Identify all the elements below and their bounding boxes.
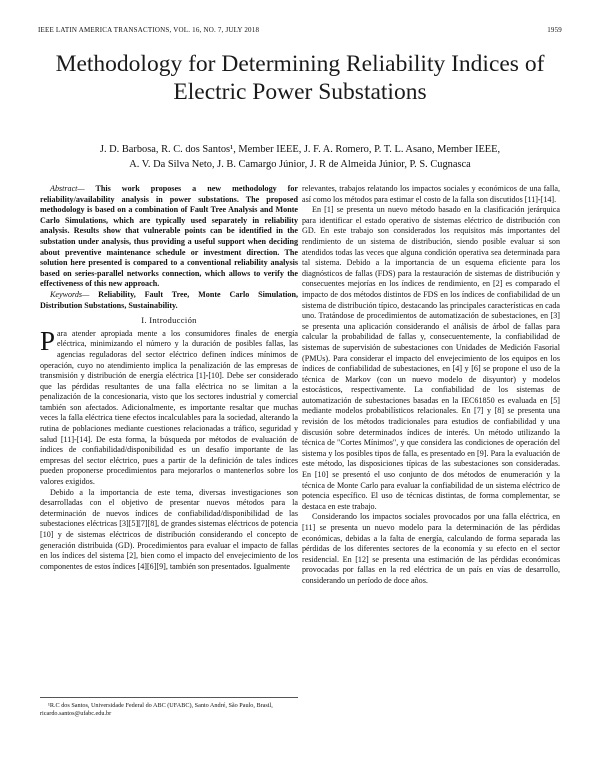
keywords-label: Keywords— — [50, 289, 90, 299]
intro-paragraph-1-text: ara atender apropiada mente a los consumidores finales de energía eléctrica, minimizando el número y la duración de posibles fallas, las agencias reguladoras del sector eléctrico definen índices mínimos de operación, cuyo no atendimiento implica la penalización de las empresas de transmisión y distribución de energía eléctrica [1]-[10]. Debe ser considerado que las pérdidas resultantes de una falla eléctrica no se limitan a la penalización de la concesionaria, visto que los sectores industrial y comercial también son afectados. Adicionalmente, es importante resaltar que muchas veces la falla eléctrica tiene efectos incalculables para la sociedad, alterando la rutina de poblaciones mediante cuestiones relacionadas a tráfico, seguridad y salud [11]-[14]. De esta forma, la búsqueda por métodos de evaluación de índices de confiabilidad/disponibilidad es un desafío importante de las empresas del sector eléctrico, pues a partir de la definición de tales índices pueden proponerse procedimientos para mejorarlos o mantenerlos sobre los valores exigidos. — [40, 328, 298, 487]
keywords-text: Reliability, Fault Tree, Monte Carlo Simulation, Distribution Substations, Sustainability. — [40, 289, 298, 310]
page-number: 1959 — [547, 26, 562, 34]
paper-title — [30, 50, 570, 106]
right-column — [302, 184, 560, 587]
abstract — [40, 184, 298, 290]
left-column — [40, 184, 298, 572]
intro-paragraph-1 — [40, 325, 298, 488]
title-line-1: Methodology for Determining Reliability Indices of — [55, 51, 545, 77]
title-line-2: Electric Power Substations — [173, 79, 427, 105]
intro-paragraph-2: Debido a la importancia de este tema, diversas investigaciones son desarrolladas con el objetivo de presentar nuevos métodos para la determinación de nuevos índices de confiabilidad/disponibilidad de las subestaciones eléctricas [3][5][7][8], de grandes sistemas eléctricos de potencia [10] y de sistemas eléctricos de distribución considerando el concepto de generación distribuida (GD). Procedimientos para evaluar el impacto de fallas en los índices del sistema [2], bien como el impacto del envejecimiento de los componentes de estos índices [4][6][9], también son presentados. Igualmente — [40, 487, 298, 571]
authors-line-1: J. D. Barbosa, R. C. dos Santos¹, Member IEEE, J. F. A. Romero, P. T. L. Asano, Member IEEE, — [99, 144, 501, 155]
right-paragraph-1: En [1] se presenta un nuevo método basado en la clasificación jerárquica para identificar el estado operativo de sistemas eléctrico de distribución con GD. En este trabajo son considerados los requisitos más importantes del rendimiento de un sistema de distribución, siendo posible evaluar si son atendidos todas las veces que alguna condición operativa sea determinada para tal sistema. Debido a la importancia de un esquema eficiente para los diagnósticos de fallas (FDS) para la restauración de sistemas de distribución y consecuentes mejorías en los índices de rendimiento, en [2] es comparado el impacto de dos métodos distintos de FDS en los índices de confiabilidad de un sistema de distribución típico, destacando las principales características en cada uno. Tratándose de procedimientos de automatización de subestaciones, en [3] se presenta una aplicación considerando el análisis de árbol de fallas para calcular la probabilidad de fallas y, consecuentemente, la confiabilidad de sistemas de supervisión de subestaciones con Unidades de Medición Fasorial (PMUs). Para considerar el impacto del envejecimiento de los equipos en los índices de confiabilidad de subestaciones, en [4] y [6] se propone el uso de la técnica de Markov (con un nuevo modelo de disyuntor) y modelos estocásticos, respectivamente. La confiabilidad de los sistemas de automatización de subestaciones basadas en la IEC61850 es evaluada en [5] mediante modelos probabilísticos relacionales. En [7] y [8] se presenta una revisión de los métodos tradicionales para estudios de confiabilidad y una discusión sobre determinados índices de interés. Un método utilizando la técnica de "Cortes Mínimos", y que considera las condiciones de operación del sistema y los posibles tipos de falla, es presentado en [9]. Para la evaluación de este método, las disposiciones típicas de las subestaciones son consideradas. En [10] se presentó el uso conjunto de dos métodos de enumeración y la técnica de Monte Carlo para evaluar la confiabilidad de un sistema eléctrico de potencia específico. El uso de técnicas distintas, de forma complementar, se destaca en este trabajo. — [302, 205, 561, 511]
authors — [30, 143, 570, 172]
journal-header: IEEE LATIN AMERICA TRANSACTIONS, VOL. 16, NO. 7, JULY 2018 — [38, 26, 260, 34]
right-paragraph-0: relevantes, trabajos relatando los impactos sociales y económicos de una falla, así como los métodos para estimar el costo de la falla son discutidos [11]-[14]. — [302, 184, 560, 204]
section-heading-introduction: I. Introducción — [141, 315, 197, 326]
dropcap: P — [40, 325, 56, 356]
authors-line-2: A. V. Da Silva Neto, J. B. Camargo Júnior, J. R de Almeida Júnior, P. S. Cugnasca — [129, 158, 471, 170]
right-paragraph-2: Considerando los impactos sociales provocados por una falla eléctrica, en [11] se presenta un nuevo modelo para la determinación de las pérdidas económicas, debidas a la falta de energía, calculando de forma separada las pérdidas de los diferentes sectores de la economía y su efecto en el sector residencial. En [12] se presenta una estimación de las pérdidas económicas provocadas por fallas en la red eléctrica de un país en vías de desarrollo, considerando un período de doce años. — [302, 512, 560, 585]
footnote-text: ¹R.C dos Santos, Universidade Federal do ABC (UFABC), Santo André, São Paulo, Brasil, ricardo.santos@ufabc.edu.br — [40, 702, 273, 717]
abstract-text: This work proposes a new methodology for reliability/availability analysis in power substations. The proposed methodology is based on a combination of Fault Tree Analysis and Monte Carlo Simulations, which are typically used separately in reliability analysis. Results show that vulnerable points can be identified in the substation under analysis, thus providing a useful support when deciding about preventive maintenance schedule or investment direction. The solution here presented is compared to a conventional reliability analysis based on series-parallel networks connection, which allows to verify the effectiveness of this new approach. — [40, 184, 298, 289]
abstract-label: Abstract— — [50, 184, 85, 193]
footnote — [40, 697, 298, 718]
page-header — [38, 26, 562, 38]
keywords — [40, 290, 298, 311]
